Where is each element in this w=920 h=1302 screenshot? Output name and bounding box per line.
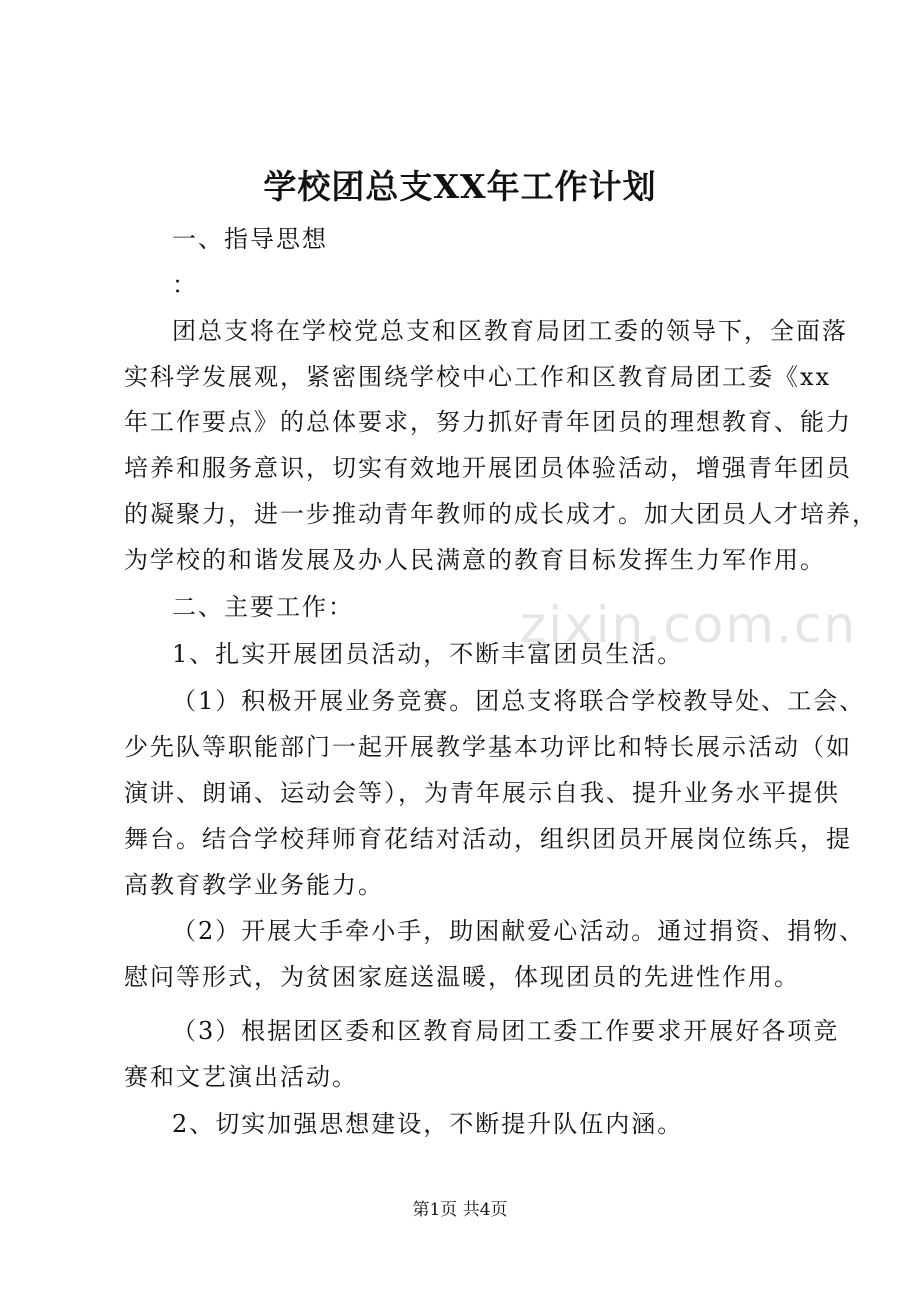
paragraph-line: 慰问等形式，为贫困家庭送温暖，体现团员的先进性作用。 bbox=[124, 963, 800, 991]
paragraph-line: 2、切实加强思想建设，不断提升队伍内涵。 bbox=[172, 1110, 684, 1138]
paragraph-line: 为学校的和谐发展及办人民满意的教育目标发挥生力军作用。 bbox=[124, 546, 826, 574]
paragraph-line: 少先队等职能部门一起开展教学基本功评比和特长展示活动（如 bbox=[124, 733, 852, 761]
paragraph-line: 培养和服务意识，切实有效地开展团员体验活动，增强青年团员 bbox=[124, 454, 852, 482]
document-title: 学校团总支XX年工作计划 bbox=[263, 167, 657, 206]
section-heading: 一、指导思想 bbox=[172, 225, 328, 253]
paragraph-line: 赛和文艺演出活动。 bbox=[124, 1063, 358, 1091]
section-heading: 二、主要工作： bbox=[172, 593, 354, 621]
page-footer: 第1页 共4页 bbox=[412, 1200, 508, 1220]
paragraph-line: 的凝聚力，进一步推动青年教师的成长成才。加大团员人才培养， bbox=[124, 500, 878, 528]
paragraph-line: 年工作要点》的总体要求，努力抓好青年团员的理想教育、能力 bbox=[124, 408, 852, 436]
paragraph-line: 实科学发展观，紧密围绕学校中心工作和区教育局团工委《xx bbox=[124, 363, 832, 391]
paragraph-line: 高教育教学业务能力。 bbox=[124, 871, 384, 899]
paragraph-line: 团总支将在学校党总支和区教育局团工委的领导下，全面落 bbox=[172, 317, 848, 345]
paragraph-line: ： bbox=[172, 271, 198, 299]
paragraph-line: 演讲、朗诵、运动会等），为青年展示自我、提升业务水平提供 bbox=[124, 779, 840, 807]
paragraph-line: （2）开展大手牵小手，助困献爱心活动。通过捐资、捐物、 bbox=[172, 917, 866, 945]
paragraph-line: 舞台。结合学校拜师育花结对活动，组织团员开展岗位练兵，提 bbox=[124, 825, 852, 853]
paragraph-line: （1）积极开展业务竞赛。团总支将联合学校教导处、工会、 bbox=[172, 687, 866, 715]
paragraph-line: 1、扎实开展团员活动，不断丰富团员生活。 bbox=[172, 640, 684, 668]
paragraph-line: （3）根据团区委和区教育局团工委工作要求开展好各项竞 bbox=[172, 1017, 840, 1045]
watermark: zixin.com.cn bbox=[520, 596, 858, 654]
